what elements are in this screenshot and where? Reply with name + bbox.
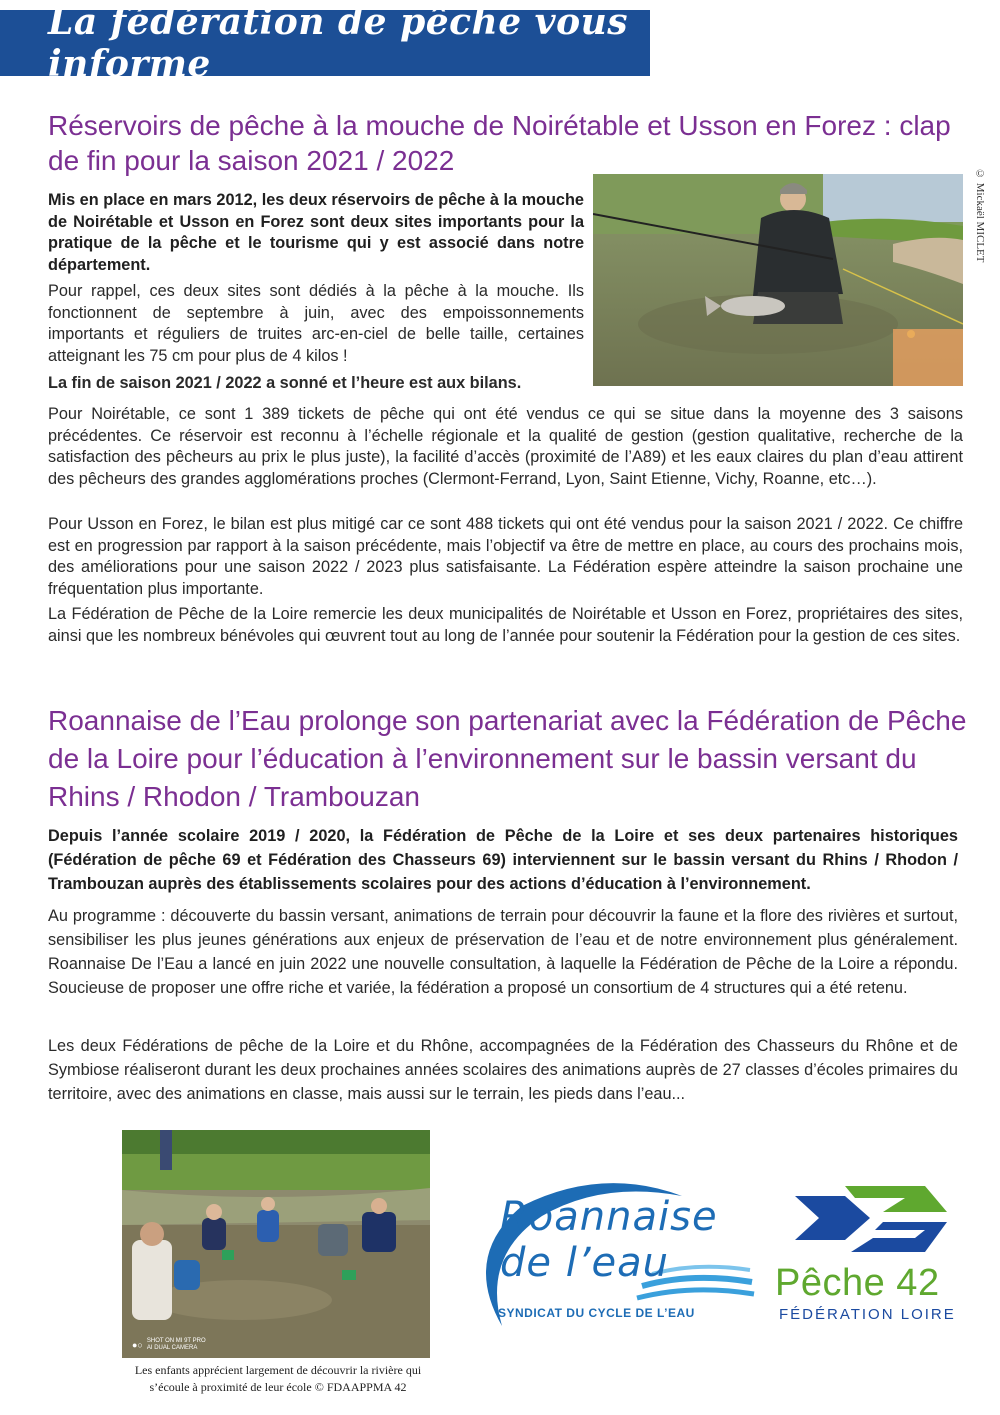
article2-title: Roannaise de l’Eau prolonge son partenariat avec la Fédération de Pêche de la Loire pour l’éducation à l’environnement sur le bassin versant du Rhins / Rhodon / Trambouzan — [48, 705, 967, 812]
children-river-photo — [122, 1130, 430, 1358]
roannaise-line2: de l’eau — [500, 1240, 670, 1286]
article2-paragraph-1: Au programme : découverte du bassin versant, animations de terrain pour découvrir la faune et la flore des rivières et surtout, sensibiliser les plus jeunes générations aux enjeux de préservation de l’eau et de notre environnement plus généralement. Roannaise De l’Eau a lancé en juin 2022 une nouvelle consultation, à laquelle la Fédération de Pêche de la Loire a répondu. Soucieuse de proposer une offre riche et variée, la fédération a proposé un consortium de 4 structures qui a été retenu. — [48, 907, 958, 997]
article1-paragraph-1: Pour rappel, ces deux sites sont dédiés à la pêche à la mouche. Ils fonctionnent de septembre à juin, avec des empoissonnements importants et réguliers de truites arc-en-ciel de belle taille, certaines atteignant les 75 cm pour plus de 4 kilos ! — [48, 282, 584, 365]
photo-caption: Les enfants apprécient largement de découvrir la rivière qui s’écoule à proximité de leur école © FDAAPPMA 42 — [134, 1363, 422, 1394]
camera-watermark-line1: SHOT ON MI 9T PRO — [146, 1338, 206, 1344]
peche42-logo — [775, 1176, 965, 1326]
peche42-subtitle: FÉDÉRATION LOIRE — [779, 1306, 956, 1323]
fisherman-photo — [593, 174, 963, 386]
article2-paragraph-2: Les deux Fédérations de pêche de la Loire et du Rhône, accompagnées de la Fédération des Chasseurs du Rhône et de Symbiose réaliseront durant les deux prochaines années scolaires des animations auprès de 27 classes d’écoles primaires du territoire, avec des animations en classe, mais aussi sur le terrain, les pieds dans l’eau... — [48, 1037, 958, 1103]
camera-dots-icon: ●○ — [132, 1339, 143, 1350]
photo-credit: © Mickaël MICLET — [974, 168, 986, 263]
camera-watermark — [132, 1338, 206, 1352]
article1-title: Réservoirs de pêche à la mouche de Noirétable et Usson en Forez : clap de fin pour la saison 2021 / 2022 — [48, 110, 951, 176]
article1-paragraph-3: Pour Noirétable, ce sont 1 389 tickets de pêche qui ont été vendus ce qui se situe dans la moyenne des 3 saisons précédentes. Ce réservoir est reconnu à l’échelle régionale et la qualité de gestion (gestion qualitative, recherche de la satisfaction des pêcheurs au prix le plus juste), la facilité d’accès (proximité de l’A89) et les eaux claires du plan d’eau attirent des pêcheurs des grandes agglomérations proches (Clermont-Ferrand, Lyon, Saint Etienne, Vichy, Roanne, etc…). — [48, 405, 963, 488]
article2-intro: Depuis l’année scolaire 2019 / 2020, la Fédération de Pêche de la Loire et ses deux partenaires historiques (Fédération de pêche 69 et Fédération des Chasseurs 69) interviennent sur le bassin versant du Rhins / Rhodon / Trambouzan auprès des établissements scolaires pour des actions d’éducation à l’environnement. — [48, 827, 958, 893]
camera-watermark-line2: AI DUAL CAMERA — [146, 1345, 198, 1351]
article1-intro: Mis en place en mars 2012, les deux réservoirs de pêche à la mouche de Noirétable et Usson en Forez sont deux sites importants pour la pratique de la pêche et le tourisme qui y est associé dans notre département. — [48, 191, 584, 274]
banner-title: La fédération de pêche vous informe — [48, 1, 629, 85]
peche42-name: Pêche 42 — [775, 1262, 940, 1304]
peche42-fish-icon — [775, 1176, 965, 1266]
article1-paragraph-2: La fin de saison 2021 / 2022 a sonné et l’heure est aux bilans. — [48, 374, 522, 392]
article1-paragraph-4: Pour Usson en Forez, le bilan est plus mitigé car ce sont 488 tickets qui ont été vendus pour la saison 2021 / 2022. Ce chiffre est en progression par rapport à la saison précédente, mais l’objectif va être de mettre en place, au cours des prochains mois, des améliorations pour une saison 2022 / 2023 plus satisfaisante. La Fédération espère atteindre la saison prochaine une fréquentation plus importante. — [48, 515, 963, 598]
roannaise-logo — [462, 1176, 757, 1328]
article1-paragraph-5: La Fédération de Pêche de la Loire remercie les deux municipalités de Noirétable et Usson en Forez, propriétaires des sites, ainsi que les nombreux bénévoles qui œuvrent tout au long de l’année pour soutenir la Fédération pour la gestion de ces sites. — [48, 605, 963, 645]
roannaise-line1: Roannaise — [500, 1194, 718, 1240]
header-banner — [0, 1, 650, 85]
roannaise-tagline: SYNDICAT DU CYCLE DE L’EAU — [498, 1306, 695, 1320]
